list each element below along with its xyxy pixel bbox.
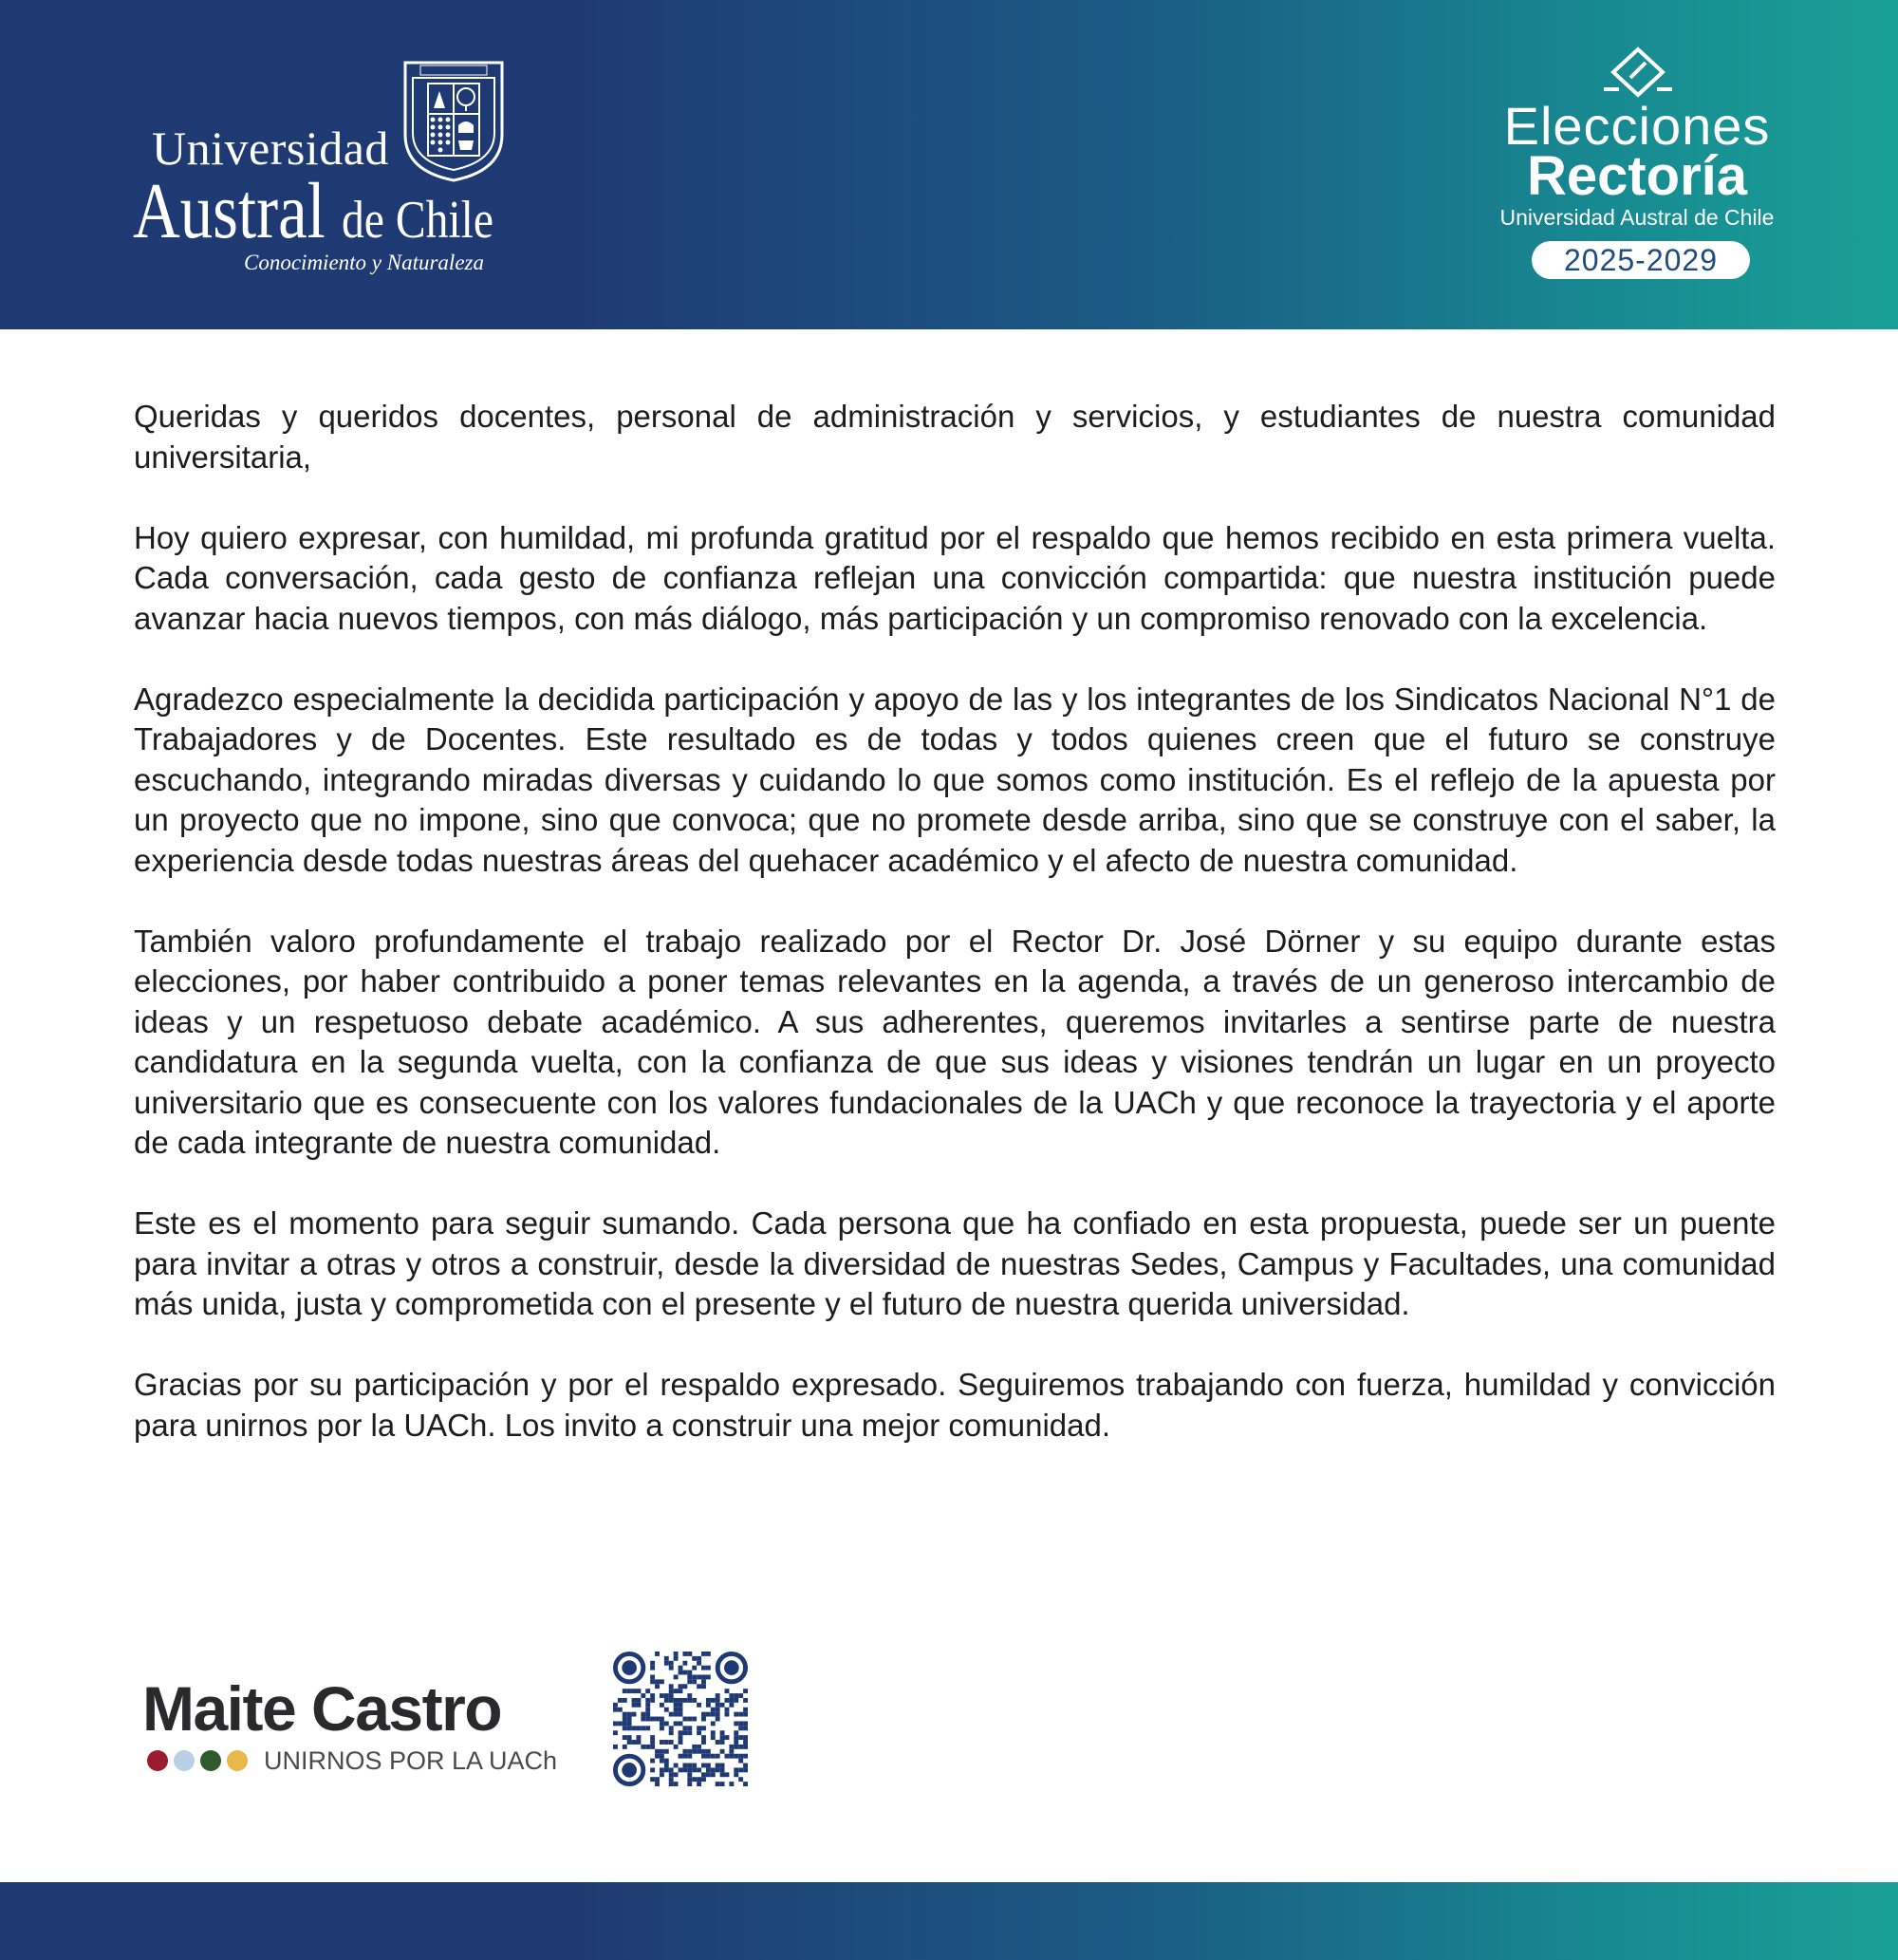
letter-paragraph: También valoro profundamente el trabajo realizado por el Rector Dr. José Dörner y su equipo durante estas elecciones, por haber contribuido a poner temas relevantes en la agenda, a través de un generoso intercambio de ideas y un respetuoso debate académico. A sus adherentes, queremos invitarles a sentirse parte de nuestra candidatura en la segunda vuelta, con la confianza de que sus ideas y visiones tendrán un lugar en un proyecto universitario que es consecuente con los valores fundacionales de la UACh y que reconoce la trayectoria y el aporte de cada integrante de nuestra comunidad. bbox=[134, 923, 1776, 1160]
header-banner bbox=[0, 0, 1898, 329]
slogan-dots bbox=[147, 1750, 251, 1773]
election-years-badge: 2025-2029 bbox=[1532, 241, 1750, 279]
footer-banner bbox=[0, 1882, 1898, 1960]
qr-code-icon[interactable] bbox=[613, 1652, 748, 1786]
letter-paragraph: Gracias por su participación y por el respaldo expresado. Seguiremos trabajando con fuerza, humildad y convicción para unirnos por la UACh. Los invito a construir una mejor comunidad. bbox=[134, 1367, 1776, 1443]
university-name-austral: Austral bbox=[133, 167, 326, 255]
letter-body bbox=[134, 397, 1776, 1486]
letter-paragraph: Queridas y queridos docentes, personal de administración y servicios, y estudiantes de nuestra comunidad universitaria, bbox=[134, 399, 1776, 475]
candidate-signature bbox=[142, 1672, 560, 1777]
election-logo bbox=[1480, 46, 1794, 283]
letter-paragraph: Este es el momento para seguir sumando. Cada persona que ha confiado en esta propuesta, puede ser un puente para invitar a otras y otros a construir, desde la diversidad de nuestras Sedes, Campus y Facultades, una comunidad más unida, justa y comprometida con el presente y el futuro de nuestra querida universidad. bbox=[134, 1205, 1776, 1321]
university-crest-icon bbox=[401, 59, 506, 182]
election-subtitle: Universidad Austral de Chile bbox=[1499, 205, 1775, 230]
letter-paragraph: Agradezco especialmente la decidida participación y apoyo de las y los integrantes de los Sindicatos Nacional N°1 de Trabajadores y de Docentes. Este resultado es de todas y todos quienes creen que el futuro se construye escuchando, integrando miradas diversas y cuidando lo que somos como institución. Es el reflejo de la apuesta por un proyecto que no impone, sino que convoca; que no promete desde arriba, sino que se construye con el saber, la experiencia desde todas nuestras áreas del quehacer académico y el afecto de nuestra comunidad. bbox=[134, 681, 1776, 878]
slogan-dot-yellow bbox=[227, 1750, 248, 1771]
university-logo bbox=[133, 59, 512, 287]
university-tagline: Conocimiento y Naturaleza bbox=[244, 251, 484, 274]
slogan-dot-lightblue bbox=[174, 1750, 195, 1771]
candidate-slogan: UNIRNOS POR LA UACh bbox=[264, 1746, 558, 1775]
election-title-line1: Elecciones bbox=[1503, 96, 1771, 156]
letter-paragraph: Hoy quiero expresar, con humildad, mi profunda gratitud por el respaldo que hemos recibido en esta primera vuelta. Cada conversación, cada gesto de confianza reflejan una convicción compartida: que nuestra institución puede avanzar hacia nuevos tiempos, con más diálogo, más participación y un compromiso renovado con la excelencia. bbox=[134, 519, 1776, 636]
university-name-line1: Universidad bbox=[152, 121, 389, 175]
slogan-dot-green bbox=[200, 1750, 221, 1771]
slogan-dot-red bbox=[147, 1750, 168, 1771]
candidate-name: Maite Castro bbox=[142, 1673, 502, 1744]
university-name-dechile: de Chile bbox=[342, 191, 493, 250]
election-title-line2: Rectoría bbox=[1526, 145, 1748, 207]
